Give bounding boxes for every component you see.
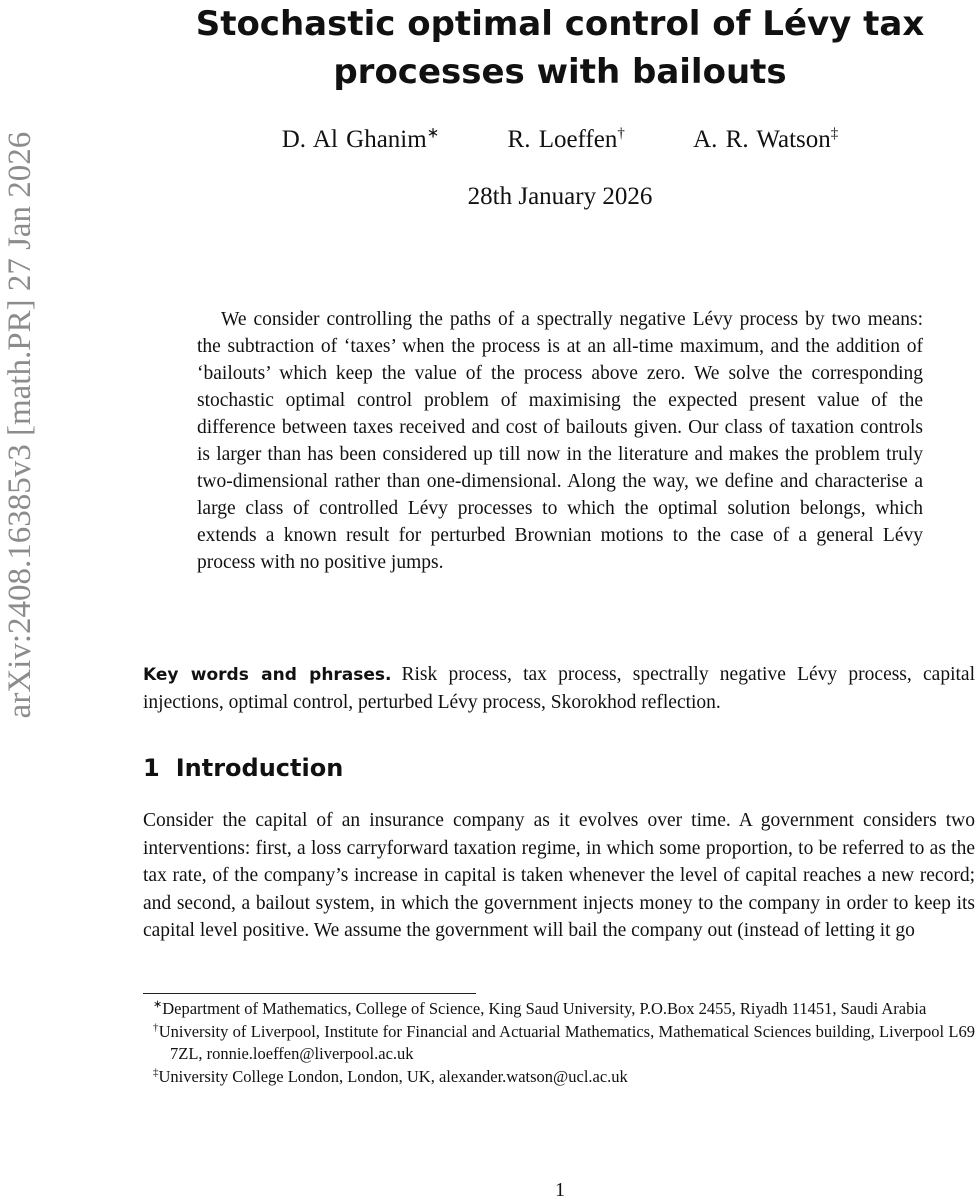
arxiv-identifier: arXiv:2408.16385v3 [math.PR] 27 Jan 2026 xyxy=(2,131,38,719)
abstract: We consider controlling the paths of a spectrally negative Lévy process by two means: the subtraction of ‘taxes’ when the process is at an all-time maximum, and the addition of ‘bailouts’ which keep the value of the process above zero. We solve the corresponding stochastic optimal control problem of maximising the expected present value of the difference between taxes received and cost of bailouts given. Our class of taxation controls is larger than has been considered up till now in the literature and makes the problem truly two-dimensional rather than one-dimensional. Along the way, we define and characterise a large class of controlled Lévy processes to which the optimal solution belongs, which extends a known result for perturbed Brownian motions to the case of a general Lévy process with no positive jumps. xyxy=(197,309,923,573)
footnote-mark: † xyxy=(153,1021,159,1033)
footnote-text: University of Liverpool, Institute for Financial and Actuarial Mathematics, Mathematical Sciences building, Liverpool L69 7ZL, ronnie.loeffen@liverpool.ac.uk xyxy=(158,1021,975,1063)
footnote xyxy=(143,1021,975,1066)
publication-date: 28th January 2026 xyxy=(467,183,653,210)
author-name: R. Loeffen xyxy=(507,126,618,153)
author xyxy=(508,120,625,160)
footnote xyxy=(143,998,975,1021)
paper-title: Stochastic optimal control of Lévy tax processes with bailouts xyxy=(195,4,925,92)
introduction-paragraph: Consider the capital of an insurance company as it evolves over time. A government considers two interventions: first, a loss carryforward taxation regime, in which some proportion, to be referred to as the tax rate, of the company’s increase in capital is taken whenever the level of capital reaches a new record; and second, a bailout system, in which the government injects money to the company in order to keep its capital level positive. We assume the government will bail the company out (instead of letting it go xyxy=(143,810,975,941)
author-list xyxy=(150,120,970,160)
author xyxy=(282,120,440,160)
footnote-mark: ‡ xyxy=(153,1066,159,1078)
footnotes xyxy=(143,998,975,1088)
author-footnote-mark: ∗ xyxy=(426,125,440,142)
section-heading xyxy=(143,750,343,786)
footnote-text: University College London, London, UK, alexander.watson@ucl.ac.uk xyxy=(158,1066,628,1086)
page-number: 1 xyxy=(555,1179,565,1201)
footnote-text: Department of Mathematics, College of Science, King Saud University, P.O.Box 2455, Riyadh 11451, Saudi Arabia xyxy=(162,999,927,1018)
keywords-text: Risk process, tax process, spectrally negative Lévy process, capital injections, optimal control, perturbed Lévy process, Skorokhod reflection. xyxy=(143,664,975,713)
footnote xyxy=(143,1066,975,1089)
keywords-label: Key words and phrases. xyxy=(143,665,392,685)
author xyxy=(693,120,838,160)
author-name: A. R. Watson xyxy=(693,126,831,153)
keywords xyxy=(143,661,975,717)
section-title: Introduction xyxy=(175,754,344,782)
section-number: 1 xyxy=(143,754,160,782)
footnote-mark: ∗ xyxy=(153,998,163,1011)
author-name: D. Al Ghanim xyxy=(281,126,427,153)
author-footnote-mark: ‡ xyxy=(830,125,839,142)
author-footnote-mark: † xyxy=(617,125,625,142)
footnote-divider xyxy=(143,993,476,994)
